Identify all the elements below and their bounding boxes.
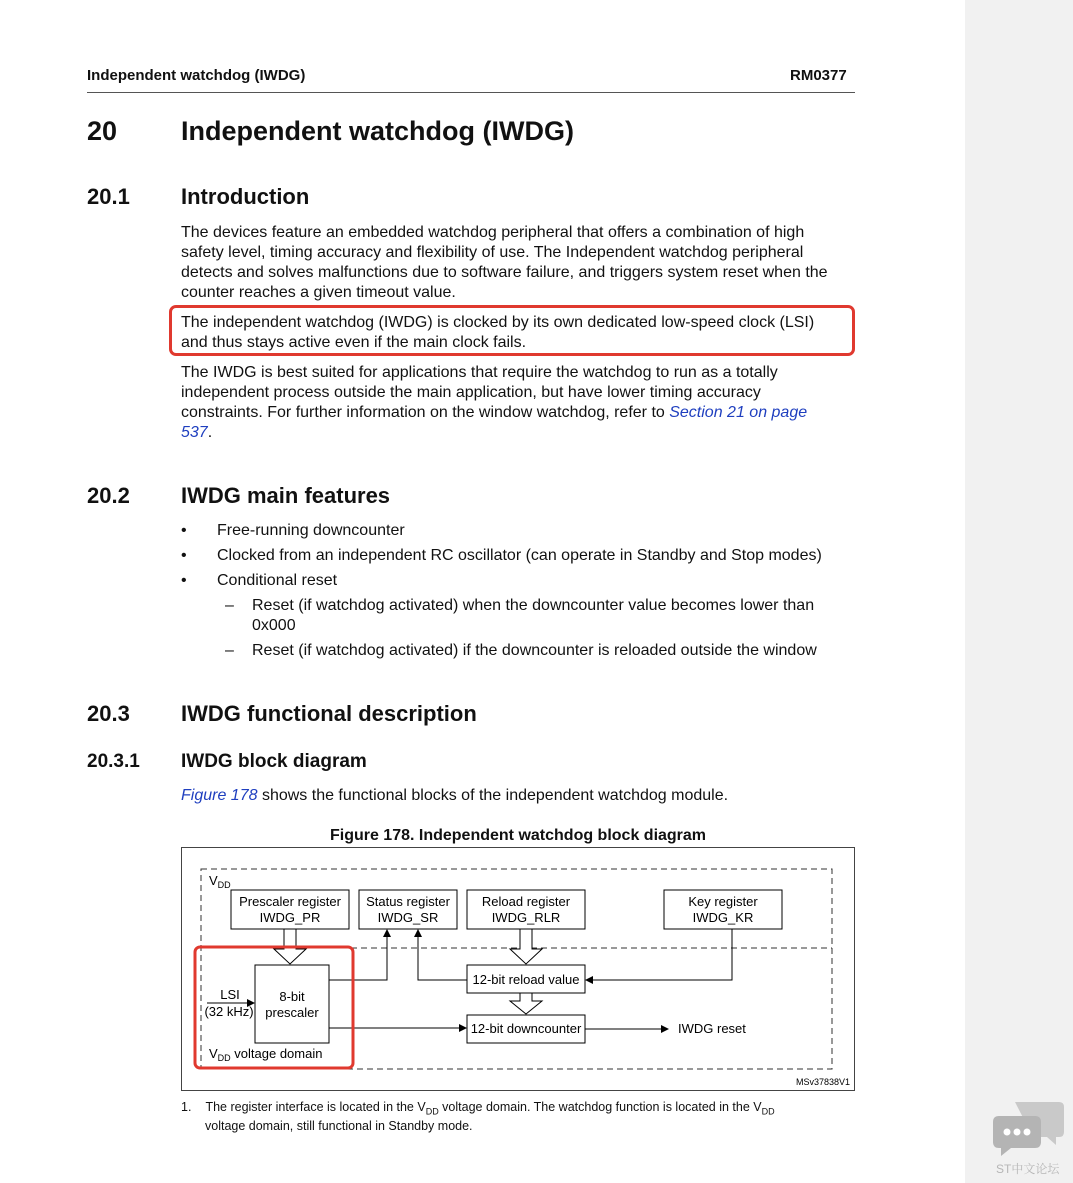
section-link[interactable]: Section 21 on page bbox=[669, 404, 808, 421]
figure-code: MSv37838V1 bbox=[795, 1077, 850, 1087]
block-label: 12-bit reload value bbox=[472, 972, 580, 987]
text-line: detects and solves malfunctions due to software failure, and triggers system reset when the bbox=[181, 264, 828, 281]
lsi-label: LSI bbox=[220, 987, 240, 1002]
text-line: The devices feature an embedded watchdog peripheral that offers a combination of high bbox=[181, 224, 805, 241]
register-name: Key register bbox=[688, 894, 758, 909]
subsection-number: 20.3.1 bbox=[87, 751, 140, 772]
running-header-title: Independent watchdog (IWDG) bbox=[87, 67, 306, 84]
bullet-marker: • bbox=[181, 547, 187, 564]
text-line: safety level, timing accuracy and flexibility of use. The Independent watchdog peripheral bbox=[181, 244, 804, 261]
section-title: IWDG main features bbox=[181, 483, 391, 508]
sub-list-item: Reset (if watchdog activated) if the downcounter is reloaded outside the window bbox=[252, 642, 817, 659]
reload-to-counter-arrow bbox=[510, 993, 542, 1014]
text-line bbox=[181, 1100, 775, 1119]
figure-footnote bbox=[181, 1100, 775, 1133]
rlr-to-reload-arrow bbox=[510, 929, 542, 964]
figure-title: Figure 178. Independent watchdog block diagram bbox=[329, 827, 707, 844]
register-id: IWDG_SR bbox=[377, 910, 439, 925]
figure-link[interactable]: Figure 178 bbox=[181, 787, 258, 804]
section-title: IWDG functional description bbox=[181, 701, 477, 726]
page-link[interactable]: 537 bbox=[181, 424, 208, 441]
block-label: prescaler bbox=[265, 1005, 319, 1020]
vdd-label: $V_{DD}$ bbox=[209, 873, 231, 890]
domain-label: $V_{DD}$ voltage domain bbox=[209, 1046, 323, 1063]
lsi-frequency: (32 kHz) bbox=[204, 1004, 254, 1019]
dash-marker: – bbox=[225, 642, 234, 659]
bullet-marker: • bbox=[181, 522, 187, 539]
document-code: RM0377 bbox=[790, 67, 847, 84]
text-line: and thus stays active even if the main clock fails. bbox=[181, 334, 527, 351]
text-run: voltage domain. The watchdog function is located in the V bbox=[438, 1100, 762, 1114]
text-run: . bbox=[207, 424, 213, 441]
prescaler-to-status-line bbox=[329, 930, 387, 980]
list-item: Clocked from an independent RC oscillator (can operate in Standby and Stop modes) bbox=[217, 547, 822, 564]
list-item: Free-running downcounter bbox=[217, 522, 405, 539]
text-run: shows the functional blocks of the independent watchdog module. bbox=[257, 787, 729, 804]
text-line: Reset (if watchdog activated) when the downcounter value becomes lower than bbox=[252, 597, 815, 614]
text-run: The register interface is located in the V bbox=[205, 1100, 426, 1114]
watermark: ST中文论坛 bbox=[996, 1162, 1060, 1176]
chat-bubbles-icon bbox=[993, 1098, 1065, 1156]
text-line: The independent watchdog (IWDG) is clocked by its own dedicated low-speed clock (LSI) bbox=[181, 314, 815, 331]
section-number: 20.3 bbox=[87, 701, 130, 726]
block-label: 12-bit downcounter bbox=[470, 1021, 582, 1036]
list-item: Conditional reset bbox=[217, 572, 338, 589]
section-number: 20.2 bbox=[87, 483, 130, 508]
subsection-title: IWDG block diagram bbox=[181, 751, 367, 772]
section-title: Introduction bbox=[181, 184, 310, 209]
register-name: Prescaler register bbox=[239, 894, 341, 909]
subscript: DD bbox=[425, 1106, 439, 1117]
text-line: independent process outside the main application, but have lower timing accuracy bbox=[181, 384, 761, 401]
note-number: 1. bbox=[181, 1100, 192, 1114]
text-line: The IWDG is best suited for applications that require the watchdog to run as a totally bbox=[181, 364, 778, 381]
block-label: 8-bit bbox=[279, 989, 305, 1004]
register-id: IWDG_PR bbox=[259, 910, 321, 925]
chapter-title: Independent watchdog (IWDG) bbox=[181, 116, 574, 146]
register-name: Status register bbox=[366, 894, 450, 909]
text-line: voltage domain, still functional in Standby mode. bbox=[205, 1118, 473, 1133]
text-line: counter reaches a given timeout value. bbox=[181, 284, 456, 301]
register-id: IWDG_RLR bbox=[491, 910, 561, 925]
chapter-number: 20 bbox=[87, 116, 118, 146]
reload-to-status-line bbox=[418, 930, 467, 980]
reset-label: IWDG reset bbox=[678, 1021, 746, 1036]
register-id: IWDG_KR bbox=[692, 910, 754, 925]
bullet-marker: • bbox=[181, 572, 187, 589]
dash-marker: – bbox=[225, 597, 234, 614]
text-line: 0x000 bbox=[252, 617, 296, 634]
key-to-reload-line bbox=[586, 929, 732, 980]
prescaler-block bbox=[255, 965, 329, 1043]
subscript: DD bbox=[761, 1106, 775, 1117]
text-run: constraints. For further information on the window watchdog, refer to bbox=[181, 404, 670, 421]
register-name: Reload register bbox=[481, 894, 571, 909]
section-number: 20.1 bbox=[87, 184, 130, 209]
